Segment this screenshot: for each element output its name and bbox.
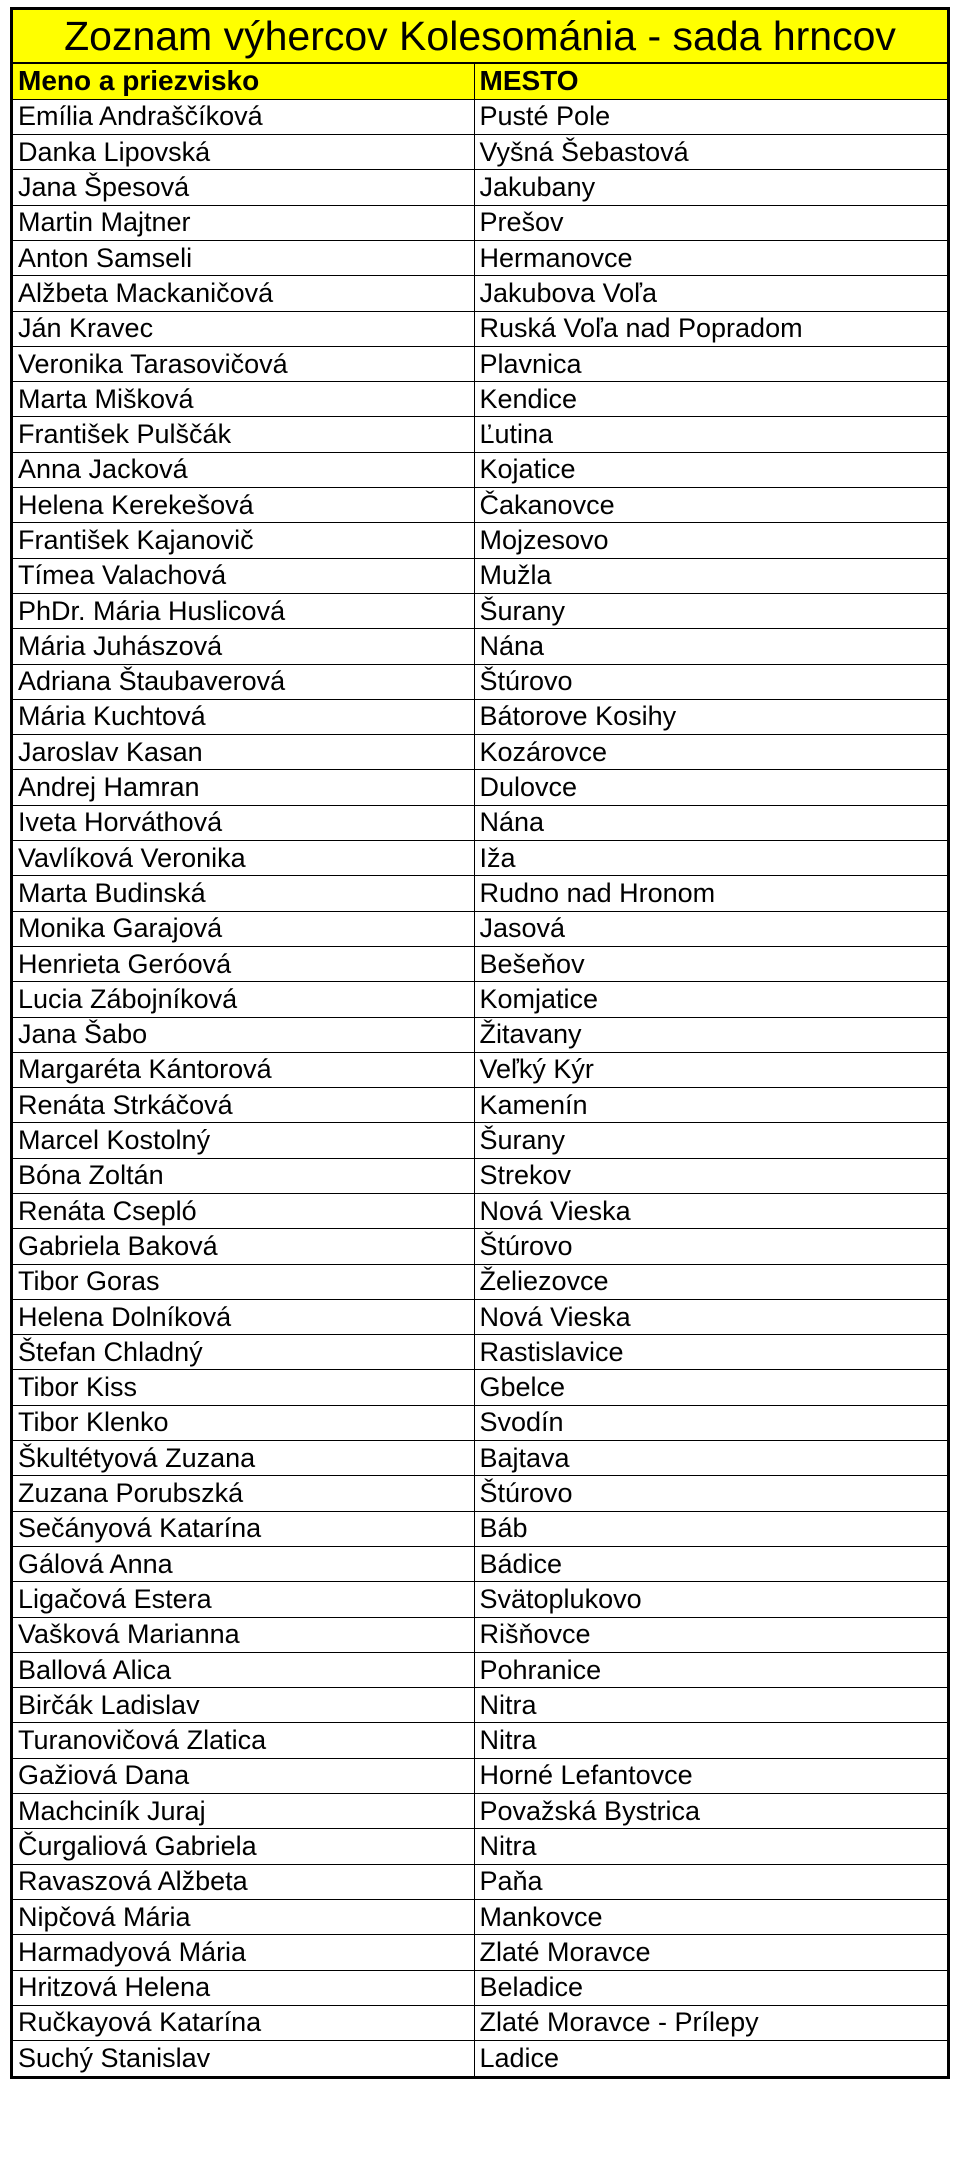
winner-name-cell: Jana Šabo [13, 1017, 474, 1052]
city-cell: Svätoplukovo [474, 1582, 947, 1617]
city-cell: Mojzesovo [474, 523, 947, 558]
winner-name-cell: Vavlíková Veronika [13, 841, 474, 876]
city-cell: Plavnica [474, 346, 947, 381]
city-cell: Ruská Voľa nad Popradom [474, 311, 947, 346]
table-row [13, 699, 947, 734]
city-cell: Pusté Pole [474, 99, 947, 134]
city-cell: Kendice [474, 382, 947, 417]
table-row [13, 1935, 947, 1970]
city-cell: Rastislavice [474, 1335, 947, 1370]
city-cell: Zlaté Moravce [474, 1935, 947, 1970]
winner-name-cell: Mária Juhászová [13, 629, 474, 664]
city-cell: Rišňovce [474, 1617, 947, 1652]
table-row [13, 946, 947, 981]
winner-name-cell: PhDr. Mária Huslicová [13, 593, 474, 628]
winner-name-cell: Tímea Valachová [13, 558, 474, 593]
city-cell: Gbelce [474, 1370, 947, 1405]
city-cell: Kojatice [474, 452, 947, 487]
table-row [13, 417, 947, 452]
table-row [13, 1688, 947, 1723]
winner-name-cell: Ballová Alica [13, 1652, 474, 1687]
table-row [13, 1617, 947, 1652]
winner-name-cell: Marta Mišková [13, 382, 474, 417]
city-cell: Považská Bystrica [474, 1794, 947, 1829]
city-cell: Mankovce [474, 1899, 947, 1934]
table-row [13, 99, 947, 134]
table-row [13, 1017, 947, 1052]
winner-name-cell: Ligačová Estera [13, 1582, 474, 1617]
table-row [13, 1088, 947, 1123]
city-cell: Nána [474, 629, 947, 664]
winner-name-cell: Monika Garajová [13, 911, 474, 946]
city-cell: Bajtava [474, 1441, 947, 1476]
table-row [13, 276, 947, 311]
winner-name-cell: Andrej Hamran [13, 770, 474, 805]
table-row [13, 170, 947, 205]
city-cell: Komjatice [474, 982, 947, 1017]
table-row [13, 1229, 947, 1264]
winner-name-cell: Vašková Marianna [13, 1617, 474, 1652]
city-cell: Nová Vieska [474, 1299, 947, 1334]
city-cell: Štúrovo [474, 1476, 947, 1511]
winner-name-cell: Bóna Zoltán [13, 1158, 474, 1193]
sheet-title: Zoznam výhercov Kolesománia - sada hrncov [13, 10, 947, 64]
city-cell: Pohranice [474, 1652, 947, 1687]
city-cell: Mužla [474, 558, 947, 593]
table-row [13, 841, 947, 876]
winner-name-cell: Lucia Zábojníková [13, 982, 474, 1017]
city-cell: Kamenín [474, 1088, 947, 1123]
table-row [13, 629, 947, 664]
table-body [13, 99, 947, 2076]
table-row [13, 1723, 947, 1758]
city-cell: Hermanovce [474, 240, 947, 275]
city-cell: Kozárovce [474, 735, 947, 770]
winner-name-cell: Hritzová Helena [13, 1970, 474, 2005]
table-row [13, 593, 947, 628]
city-cell: Nová Vieska [474, 1194, 947, 1229]
winner-name-cell: Emília Andraščíková [13, 99, 474, 134]
city-cell: Veľký Kýr [474, 1052, 947, 1087]
winner-name-cell: Alžbeta Mackaničová [13, 276, 474, 311]
table-header [13, 64, 947, 99]
table-row [13, 1899, 947, 1934]
winner-name-cell: Čurgaliová Gabriela [13, 1829, 474, 1864]
winner-name-cell: Marcel Kostolný [13, 1123, 474, 1158]
winner-name-cell: Renáta Strkáčová [13, 1088, 474, 1123]
table-row [13, 1194, 947, 1229]
city-cell: Dulovce [474, 770, 947, 805]
winner-name-cell: Adriana Štaubaverová [13, 664, 474, 699]
table-row [13, 1476, 947, 1511]
city-cell: Jakubova Voľa [474, 276, 947, 311]
winner-name-cell: Gabriela Baková [13, 1229, 474, 1264]
table-row [13, 452, 947, 487]
city-cell: Horné Lefantovce [474, 1758, 947, 1793]
table-row [13, 346, 947, 381]
city-cell: Štúrovo [474, 1229, 947, 1264]
winner-name-cell: Anton Samseli [13, 240, 474, 275]
city-cell: Ladice [474, 2041, 947, 2076]
table-row [13, 240, 947, 275]
winner-name-cell: Margaréta Kántorová [13, 1052, 474, 1087]
winner-name-cell: Suchý Stanislav [13, 2041, 474, 2076]
table-row [13, 805, 947, 840]
city-cell: Čakanovce [474, 488, 947, 523]
winner-name-cell: Zuzana Porubszká [13, 1476, 474, 1511]
winner-name-cell: Anna Jacková [13, 452, 474, 487]
city-cell: Strekov [474, 1158, 947, 1193]
winner-name-cell: Tibor Klenko [13, 1405, 474, 1440]
winner-name-cell: František Kajanovič [13, 523, 474, 558]
city-cell: Žitavany [474, 1017, 947, 1052]
table-row [13, 205, 947, 240]
city-cell: Nitra [474, 1829, 947, 1864]
table-row [13, 523, 947, 558]
winner-name-cell: Ján Kravec [13, 311, 474, 346]
table-row [13, 1335, 947, 1370]
winners-table [13, 64, 947, 2076]
winner-name-cell: Tibor Goras [13, 1264, 474, 1299]
table-row [13, 1652, 947, 1687]
table-row [13, 1829, 947, 1864]
table-row [13, 735, 947, 770]
city-cell: Šurany [474, 1123, 947, 1158]
table-row [13, 982, 947, 1017]
winner-name-cell: Turanovičová Zlatica [13, 1723, 474, 1758]
table-row [13, 1158, 947, 1193]
table-row [13, 1758, 947, 1793]
table-row [13, 558, 947, 593]
winners-sheet [10, 7, 950, 2079]
table-row [13, 1864, 947, 1899]
city-cell: Šurany [474, 593, 947, 628]
winner-name-cell: Gálová Anna [13, 1546, 474, 1581]
table-row [13, 1582, 947, 1617]
table-row [13, 488, 947, 523]
city-cell: Štúrovo [474, 664, 947, 699]
winner-name-cell: Henrieta Geróová [13, 946, 474, 981]
table-row [13, 1441, 947, 1476]
city-cell: Rudno nad Hronom [474, 876, 947, 911]
winner-name-cell: Škultétyová Zuzana [13, 1441, 474, 1476]
winner-name-cell: Štefan Chladný [13, 1335, 474, 1370]
winner-name-cell: Renáta Csepló [13, 1194, 474, 1229]
table-row [13, 911, 947, 946]
table-row [13, 2041, 947, 2076]
city-cell: Jasová [474, 911, 947, 946]
table-row [13, 1299, 947, 1334]
table-row [13, 382, 947, 417]
table-row [13, 1405, 947, 1440]
table-row [13, 1970, 947, 2005]
table-row [13, 1546, 947, 1581]
winner-name-cell: Harmadyová Mária [13, 1935, 474, 1970]
winner-name-cell: Veronika Tarasovičová [13, 346, 474, 381]
winner-name-cell: Iveta Horváthová [13, 805, 474, 840]
table-row [13, 664, 947, 699]
winner-name-cell: Sečányová Katarína [13, 1511, 474, 1546]
table-row [13, 1052, 947, 1087]
header-row [13, 64, 947, 99]
table-row [13, 1794, 947, 1829]
table-row [13, 876, 947, 911]
table-row [13, 2005, 947, 2040]
city-cell: Nitra [474, 1688, 947, 1723]
city-cell: Nitra [474, 1723, 947, 1758]
table-row [13, 1511, 947, 1546]
winner-name-cell: František Pulščák [13, 417, 474, 452]
city-cell: Bádice [474, 1546, 947, 1581]
city-cell: Želiezovce [474, 1264, 947, 1299]
winner-name-cell: Helena Kerekešová [13, 488, 474, 523]
city-cell: Báb [474, 1511, 947, 1546]
table-row [13, 1370, 947, 1405]
city-cell: Vyšná Šebastová [474, 135, 947, 170]
winner-name-cell: Ravaszová Alžbeta [13, 1864, 474, 1899]
city-cell: Bešeňov [474, 946, 947, 981]
winner-name-cell: Marta Budinská [13, 876, 474, 911]
city-cell: Zlaté Moravce - Prílepy [474, 2005, 947, 2040]
table-row [13, 1123, 947, 1158]
city-cell: Prešov [474, 205, 947, 240]
city-cell: Jakubany [474, 170, 947, 205]
city-cell: Beladice [474, 1970, 947, 2005]
city-cell: Svodín [474, 1405, 947, 1440]
city-cell: Bátorove Kosihy [474, 699, 947, 734]
table-row [13, 135, 947, 170]
column-header-name: Meno a priezvisko [13, 64, 474, 99]
winner-name-cell: Ručkayová Katarína [13, 2005, 474, 2040]
column-header-city: MESTO [474, 64, 947, 99]
table-row [13, 1264, 947, 1299]
winner-name-cell: Jaroslav Kasan [13, 735, 474, 770]
winner-name-cell: Nipčová Mária [13, 1899, 474, 1934]
winner-name-cell: Mária Kuchtová [13, 699, 474, 734]
winner-name-cell: Gažiová Dana [13, 1758, 474, 1793]
city-cell: Ľutina [474, 417, 947, 452]
winner-name-cell: Helena Dolníková [13, 1299, 474, 1334]
city-cell: Paňa [474, 1864, 947, 1899]
table-row [13, 311, 947, 346]
winner-name-cell: Martin Majtner [13, 205, 474, 240]
winner-name-cell: Danka Lipovská [13, 135, 474, 170]
winner-name-cell: Jana Špesová [13, 170, 474, 205]
winner-name-cell: Birčák Ladislav [13, 1688, 474, 1723]
city-cell: Iža [474, 841, 947, 876]
table-row [13, 770, 947, 805]
city-cell: Nána [474, 805, 947, 840]
winner-name-cell: Machciník Juraj [13, 1794, 474, 1829]
winner-name-cell: Tibor Kiss [13, 1370, 474, 1405]
